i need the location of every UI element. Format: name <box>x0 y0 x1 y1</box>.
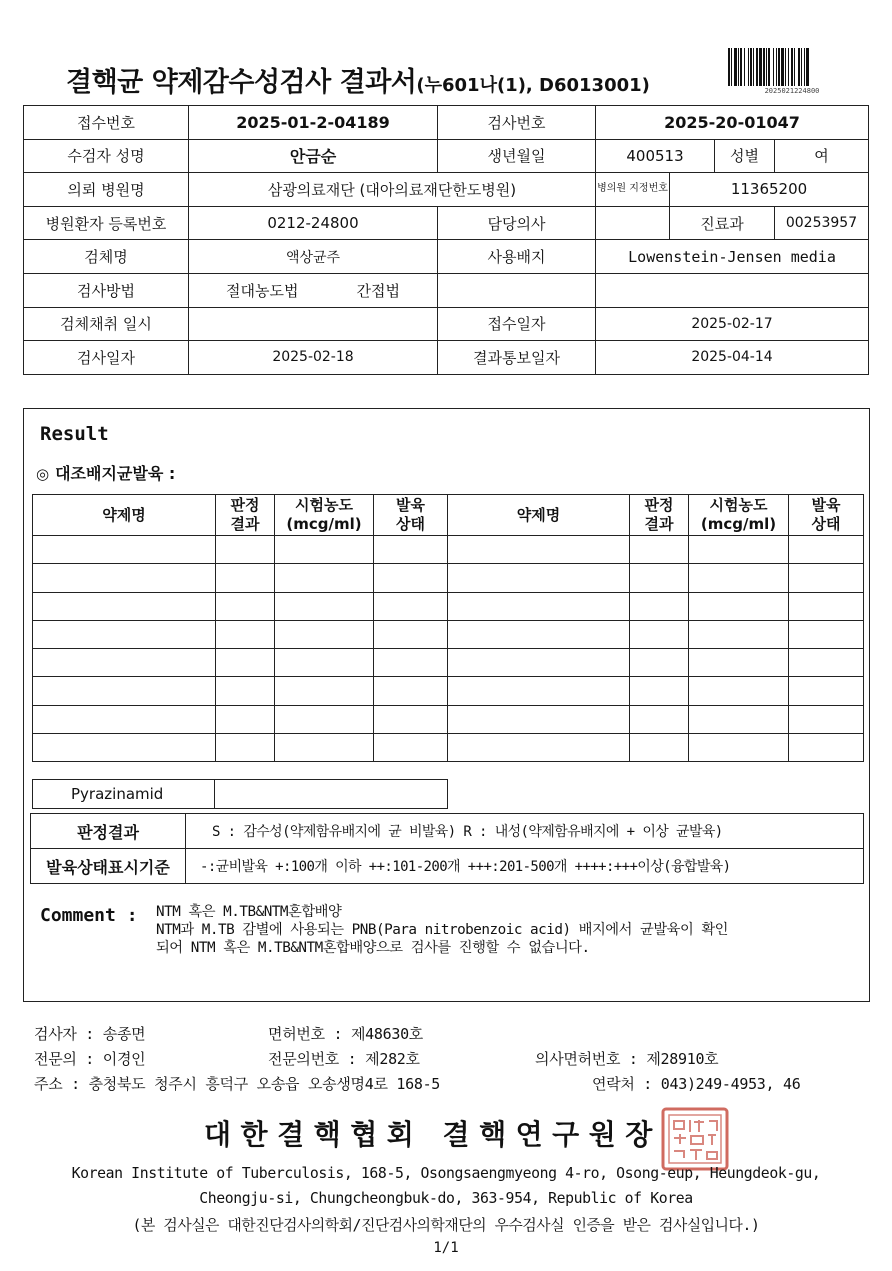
legend-table <box>30 813 864 884</box>
patient-reg-no: 0212-24800 <box>189 206 438 240</box>
dept-value: 00253957 <box>775 206 869 240</box>
comment-line: NTM 혹은 M.TB&NTM혼합배양 <box>156 904 342 920</box>
judgement-text: S : 감수성(약제함유배지에 균 비발육) R : 내성(약제함유배지에 + 이상 균발육) <box>186 814 864 849</box>
doctor-label: 담당의사 <box>438 206 596 240</box>
growth-criteria-text: -:균비발육 +:100개 이하 ++:101-200개 +++:201-500개 ++++:+++이상(융합발육) <box>186 849 864 884</box>
footer-address-line-1: Korean Institute of Tuberculosis, 168-5, Osongsaengmyeong 4-ro, Osong-eup, Heungdeok-gu, <box>71 1165 821 1182</box>
page-number: 1/1 <box>433 1240 459 1256</box>
report-date-label: 결과통보일자 <box>438 341 596 375</box>
hospital-name: 삼광의료재단 (대아의료재단한도병원) <box>189 173 596 207</box>
hospital-code: 11365200 <box>670 173 869 207</box>
doctor-license-no: 의사면허번호 : 제28910호 <box>535 1050 719 1068</box>
media-label: 사용배지 <box>438 240 596 274</box>
birth-date: 400513 <box>596 139 715 173</box>
official-seal-stamp <box>660 1106 730 1172</box>
control-growth <box>36 461 175 484</box>
footer-certification: (본 검사실은 대한진단검사의학회/진단검사의학재단의 우수검사실 인증을 받은 검사실입니다.) <box>132 1217 760 1234</box>
control-growth-label: 대조배지균발육 : <box>55 464 176 483</box>
test-date: 2025-02-18 <box>189 341 438 375</box>
col-concentration: 시험농도 (mcg/ml) <box>275 495 374 536</box>
contact: 연락처 : 043)249-4953, 46 <box>592 1075 801 1093</box>
license-no: 면허번호 : 제48630호 <box>268 1025 423 1043</box>
table-row <box>33 592 864 620</box>
comment-line: NTM과 M.TB 감별에 사용되는 PNB(Para nitrobenzoic acid) 배지에서 균발육이 확인 <box>156 922 728 938</box>
table-row <box>24 273 869 307</box>
barcode <box>727 48 853 86</box>
col-growth: 발육 상태 <box>374 495 448 536</box>
sex: 여 <box>775 139 869 173</box>
receipt-no: 2025-01-2-04189 <box>189 106 438 140</box>
patient-name: 안금순 <box>189 139 438 173</box>
document-code: (누601나(1), D6013001) <box>416 75 650 96</box>
growth-criteria-label: 발육상태표시기준 <box>31 849 186 884</box>
table-row <box>24 307 869 341</box>
result-heading: Result <box>40 423 109 445</box>
pyrazinamide-result <box>215 780 448 809</box>
footer-address-line-2: Cheongju-si, Chungcheongbuk-do, 363-954, Republic of Korea <box>199 1190 693 1207</box>
pyrazinamide-table <box>32 779 448 809</box>
table-row <box>24 106 869 140</box>
test-no-label: 검사번호 <box>438 106 596 140</box>
table-row <box>24 240 869 274</box>
table-header-row <box>33 495 864 536</box>
collect-label: 검체채취 일시 <box>24 307 189 341</box>
collect-date <box>189 307 438 341</box>
specimen-name: 액상균주 <box>189 240 438 274</box>
document-title: 결핵균 약제감수성검사 결과서(누601나(1), D6013001) <box>66 67 650 98</box>
col-drug: 약제명 <box>448 495 630 536</box>
media-name: Lowenstein-Jensen media <box>596 240 869 274</box>
doctor-name <box>596 206 670 240</box>
pyrazinamide-label: Pyrazinamid <box>33 780 215 809</box>
table-row <box>33 705 864 733</box>
institute-name: 대한결핵협회 결핵연구원장 <box>204 1118 662 1151</box>
col-judgement: 판정 결과 <box>630 495 689 536</box>
table-row <box>33 677 864 705</box>
table-row <box>33 734 864 762</box>
test-date-label: 검사일자 <box>24 341 189 375</box>
test-no: 2025-20-01047 <box>596 106 869 140</box>
comment-label: Comment : <box>40 905 138 926</box>
judgement-label: 판정결과 <box>31 814 186 849</box>
specimen-label: 검체명 <box>24 240 189 274</box>
table-row <box>33 649 864 677</box>
table-row <box>33 620 864 648</box>
empty-cell <box>438 273 596 307</box>
received-label: 접수일자 <box>438 307 596 341</box>
hospital-label: 의뢰 병원명 <box>24 173 189 207</box>
table-row <box>24 206 869 240</box>
drug-result-table <box>32 494 864 762</box>
birth-label: 생년월일 <box>438 139 596 173</box>
col-concentration: 시험농도 (mcg/ml) <box>689 495 789 536</box>
specialist-no: 전문의번호 : 제282호 <box>268 1050 420 1068</box>
table-row <box>24 173 869 207</box>
empty-cell <box>596 273 869 307</box>
method-1: 절대농도법 <box>226 281 299 300</box>
table-row <box>33 564 864 592</box>
col-drug: 약제명 <box>33 495 216 536</box>
comment-line: 되어 NTM 혹은 M.TB&NTM혼합배양으로 검사를 진행할 수 없습니다. <box>156 940 590 956</box>
col-judgement: 판정 결과 <box>216 495 275 536</box>
bullet-circle-icon: ◎ <box>36 465 50 483</box>
address: 주소 : 충청북도 청주시 흥덕구 오송읍 오송생명4로 168-5 <box>34 1075 441 1093</box>
specialist: 전문의 : 이경인 <box>34 1050 146 1068</box>
table-row <box>31 849 864 884</box>
method-value <box>189 273 438 307</box>
hospital-code-label: 병의원 지정번호 <box>596 173 670 207</box>
patient-reg-label: 병원환자 등록번호 <box>24 206 189 240</box>
table-row <box>33 536 864 564</box>
tester: 검사자 : 송종면 <box>34 1025 146 1043</box>
sex-label: 성별 <box>715 139 775 173</box>
col-growth: 발육 상태 <box>789 495 864 536</box>
dept-label: 진료과 <box>670 206 775 240</box>
table-row <box>24 139 869 173</box>
method-label: 검사방법 <box>24 273 189 307</box>
patient-name-label: 수검자 성명 <box>24 139 189 173</box>
method-2: 간접법 <box>356 281 400 300</box>
comment-text <box>156 903 866 957</box>
receipt-no-label: 접수번호 <box>24 106 189 140</box>
table-row <box>33 780 448 809</box>
table-row <box>24 341 869 375</box>
received-date: 2025-02-17 <box>596 307 869 341</box>
report-date: 2025-04-14 <box>596 341 869 375</box>
table-row <box>31 814 864 849</box>
barcode-number: 2025021224800 <box>764 87 820 95</box>
patient-info-table <box>23 105 869 375</box>
